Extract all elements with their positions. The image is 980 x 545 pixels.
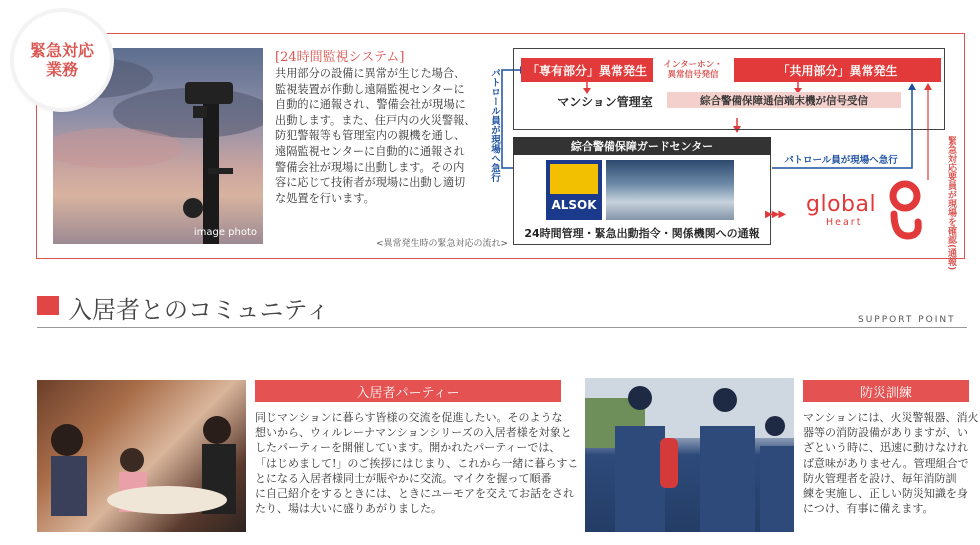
guard-center-duties: 24時間管理・緊急出動指令・関係機関への通報	[524, 227, 760, 240]
private-area-alert: 「専有部分」異常発生	[521, 58, 653, 82]
section-marker	[37, 296, 59, 315]
badge-line-2: 業務	[45, 60, 78, 79]
arrow-chevrons: ▶▶▶	[765, 209, 786, 220]
confirm-label: 緊急対応要員が現場を確認(通報)	[946, 136, 956, 271]
patrol-label-left: パトロール員が現場へ急行	[489, 68, 500, 182]
text-line: たり、場は大いに盛りあがりました。	[255, 502, 442, 516]
section-divider	[37, 327, 967, 328]
interphone-line: 異常信号発信	[667, 70, 719, 80]
text-line: マンションには、火災警報器、消火	[803, 411, 979, 424]
system-title: [24時間監視システム]	[275, 50, 405, 65]
text-line: ざという時に、迅速に動けなけれ	[803, 441, 968, 455]
system-description	[275, 66, 493, 206]
text-line: につけ、有事に備えます。	[803, 502, 934, 516]
common-area-alert: 「共用部分」異常発生	[734, 58, 941, 82]
drill-photo	[585, 378, 794, 532]
terminal-receive: 綜合警備保障通信端末機が信号受信	[667, 92, 901, 108]
text-line: 遠隔監視センターに自動的に通報され	[275, 144, 465, 158]
text-line: 「はじめまして!」のご挨拶にはじまり、これから一緒に暮らすこ	[255, 456, 579, 470]
emergency-badge	[14, 12, 110, 108]
logo-sub: Heart	[826, 217, 863, 228]
guard-center-title: 綜合警備保障ガードセンター	[513, 137, 771, 155]
text-line: 防火管理者を設け、毎年消防訓	[803, 471, 957, 485]
patrol-label-right: パトロール員が現場へ急行	[784, 155, 898, 166]
control-room-photo	[606, 160, 734, 220]
text-line: 出動します。また、住戸内の火災警報、	[275, 113, 476, 127]
text-line: とになる入居者様同士が賑やかに交流。マイクを握って順番	[255, 471, 552, 485]
text-line: 練を実施し、正しい防災知識を身	[803, 487, 968, 501]
text-line: 想いから、ウィルレーナマンションシリーズの入居者様を対象と	[255, 426, 572, 440]
global-heart-logo	[806, 192, 876, 228]
global-heart-mark-icon	[888, 178, 922, 240]
text-line: 防犯警報等も管理室内の親機を通し、	[275, 129, 466, 143]
party-scene-icon	[37, 380, 246, 532]
drill-heading: 防災訓練	[803, 380, 969, 402]
firefighters-scene-icon	[585, 378, 794, 532]
alsok-logo	[546, 160, 602, 220]
text-line: 器等の消防設備がありますが、い	[803, 426, 968, 440]
text-line: ば意味がありません。管理組合で	[803, 456, 969, 470]
text-line: 容に応じて技術者が現場に出動し適切	[275, 176, 466, 190]
community-title: 入居者とのコミュニティ	[68, 296, 330, 324]
interphone-line: インターホン・	[663, 60, 723, 70]
text-line: 共用部分の設備に異常が生じた場合、	[275, 67, 466, 80]
alsok-emblem	[550, 164, 598, 194]
logo-word: global	[806, 192, 877, 217]
text-line: に自己紹介をするときには、ときにユーモアを交えてお話をされ	[255, 487, 574, 501]
photo-caption: image photo	[193, 227, 257, 238]
text-line: したパーティーを開催しています。開かれたパーティーでは、	[255, 441, 561, 455]
text-line: 監視装置が作動し遠隔監視センターに	[275, 82, 465, 96]
text-line: 警備会社が現場に出動します。その内	[275, 160, 465, 174]
drill-description	[803, 410, 979, 516]
text-line: な処置を行います。	[275, 191, 375, 205]
interphone-signal	[654, 58, 732, 82]
text-line: 同じマンションに暮らす皆様の交流を促進したい。そのような	[255, 411, 563, 424]
party-photo	[37, 380, 246, 532]
alsok-text: ALSOK	[551, 198, 597, 212]
management-room: マンション管理室	[557, 94, 653, 109]
flow-note: <異常発生時の緊急対応の流れ>	[376, 239, 509, 249]
text-line: 自動的に通報され、警備会社が現場に	[275, 98, 466, 112]
badge-line-1: 緊急対応	[29, 41, 94, 60]
party-heading: 入居者パーティー	[255, 380, 561, 402]
support-point-label: SUPPORT POINT	[858, 315, 956, 325]
party-description	[255, 410, 579, 516]
